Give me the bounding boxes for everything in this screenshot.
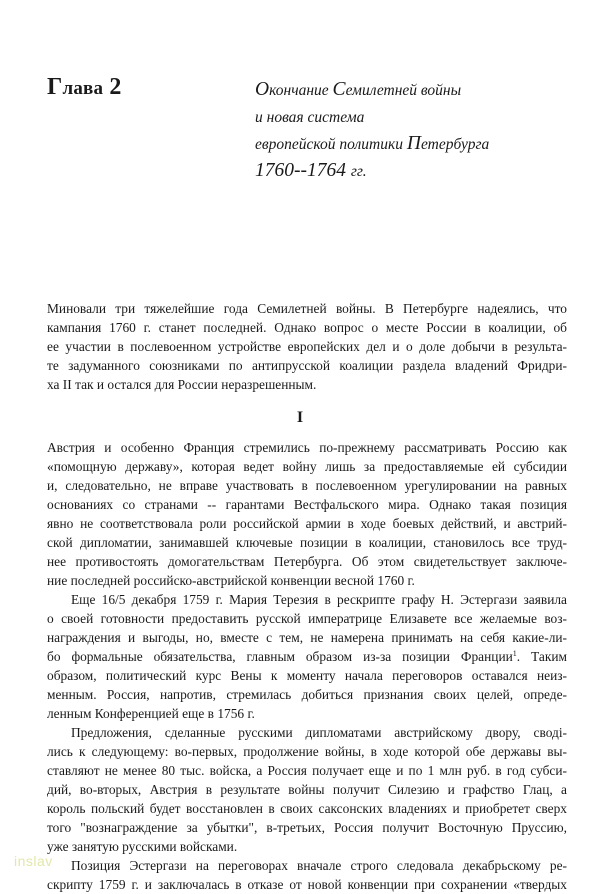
text-line: основаниях со странами -- гарантами Вестфальского мира. Однако такая позиция	[47, 497, 567, 512]
text-line: ние последней российско-австрийской конвенции весной 1760 г.	[47, 573, 415, 588]
chapter-title	[255, 77, 585, 185]
chapter-label: Глава 2	[47, 74, 122, 100]
body-text	[47, 438, 567, 894]
text-line: «помощную державу», которая ведет войну лишь за предоставляемые ей субсидии	[47, 459, 567, 474]
text-line: образом, политический курс Вены к моменту начала переговоров оставался неиз-	[47, 668, 567, 683]
text-line: король польский будет восстановлен в своих саксонских владениях и приобретет сверх	[47, 801, 567, 816]
text-line: о своей готовности предоставить русской императрице Елизавете все желаемые воз-	[47, 611, 567, 626]
text-line: ленным Конференцией еще в 1756 г.	[47, 706, 255, 721]
footnote-marker: 1	[512, 649, 517, 658]
text-line: лись к следующему: во-первых, продолжение войны, в ходе которой обе державы вы-	[47, 744, 567, 759]
text-line: уже занятую русскими войсками.	[47, 839, 238, 854]
text-line: кампания 1760 г. станет последней. Однако вопрос о месте России в коалиции, об	[47, 320, 567, 335]
text-line: ставляют не менее 80 тыс. войска, а Россия получает еще и по 1 млн руб. в год субси-	[47, 763, 567, 778]
text-line: и, следовательно, не вправе участвовать в послевоенном урегулировании на равных	[47, 478, 567, 493]
chapter-number: 2	[109, 74, 122, 100]
text-line: нее противостоять домогательствам Петербурга. Об этом свидетельствует заключе-	[47, 554, 567, 569]
text-line: Еще 16/5 декабря 1759 г. Мария Терезия в рескрипте графу Н. Эстергази заявила	[71, 592, 567, 607]
watermark: inslav	[14, 853, 53, 869]
text-line: награждения и выгоды, но, вместе с тем, не намерена принимать на себя какие-ли-	[47, 630, 567, 645]
intro-paragraph	[47, 299, 567, 394]
text-line: того "вознаграждение за убытки", в-третьих, Россия получит Восточную Пруссию,	[47, 820, 567, 835]
text-line: те задуманного союзниками по антипрусской коалиции раздела владений Фридри-	[47, 358, 567, 373]
text-line: ской дипломатии, занимавшей ключевые позиции в коалиции, становилось все труд-	[47, 535, 567, 550]
chapter-title-line: 1760--1764 гг.	[255, 160, 367, 181]
section-number: I	[296, 409, 304, 426]
text-line: явно не соответствовала роли российской армии в ходе боевых действий, и австрий-	[47, 516, 567, 531]
text-line: дий, во-вторых, Австрия в результате войны получит Силезию и графство Глац, а	[47, 782, 567, 797]
text-line: ее участии в послевоенном устройстве европейских дел и о доле добычи в результа-	[47, 339, 567, 354]
chapter-title-line: европейской политики Петербурга	[255, 133, 490, 154]
text-line: Предложения, сделанные русскими дипломатами австрийскому двору, сводi-	[71, 725, 567, 740]
chapter-title-line: Окончание Семилетней войны	[255, 79, 462, 100]
text-line: менным. Россия, напротив, стремилась добиться признания своих целей, опреде-	[47, 687, 567, 702]
text-line: бо формальные обязательства, главным образом из-за позиции Франции$^1$. Таким	[47, 649, 567, 664]
text-line: Австрия и особенно Франция стремились по-прежнему рассматривать Россию как	[47, 440, 567, 455]
chapter-title-line: и новая система	[255, 109, 365, 126]
text-line: Миновали три тяжелейшие года Семилетней войны. В Петербурге надеялись, что	[47, 301, 567, 316]
text-line: ха II так и остался для России неразрешенным.	[47, 377, 317, 392]
text-line: Позиция Эстергази на переговорах вначале строго следовала декабрьскому ре-	[71, 858, 567, 873]
text-line: скрипту 1759 г. и заключалась в отказе от новой конвенции при сохранении «твердых	[47, 877, 567, 892]
